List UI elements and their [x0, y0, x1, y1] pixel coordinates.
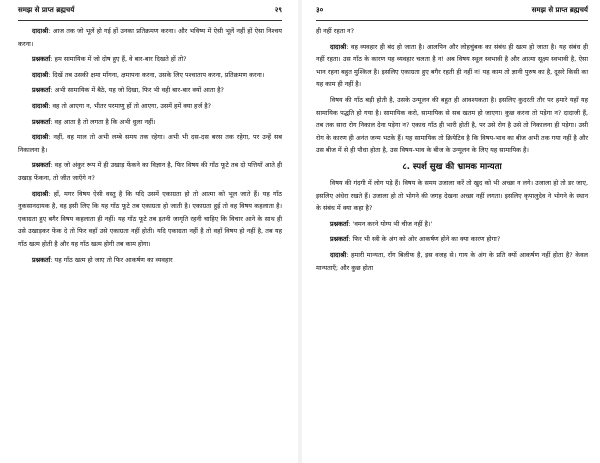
paragraph-text: : हाँ, मगर विषय ऐसी वस्तु है कि यदि उसमें एकाग्रता हो तो आत्मा को भूल जाते हैं। यह गाँठ नुकसानदायक है, वह इसी लिए कि यह गाँठ फूटे तब एकाग्रता हो जाती है। एकाग्रता हुई तो वह विषय कहलाता है। एकाग्रता हुए बगैर विषय कहलाता ही नहीं। यह गाँठ फूटे तब इतनी जागृति रहनी चाहिए कि विचार आने के साथ ही उसे उखाड़कर फेंक दे तो फिर वहाँ उसे एकाग्रता नहीं होती। यदि एकाग्रता नहीं है तो वहाँ विषय हो नहीं है, तब यह गाँठ खत्म होती है और यह गाँठ खत्म होगी तब काम होगा।	[18, 189, 282, 248]
paragraph-text: : वह व्यवहार ही बंद हो जाता है। आलपिन और लोहचुंबक का संबंध ही खत्म हो जाता है। यह संबंध ही नहीं रहता। उस गाँठ के कारण यह व्यवहार चलता है न! अब विषय स्थूल स्वभावी है और आत्मा सूक्ष्म स्वभावी है, ऐसा भान रहना बहुत मुश्किल है। इसलिए एकाग्रता हुए बगैर रहती ही नहीं न! यह काम तो ज्ञानी पुरुष का है, दूसरे किसी का यह काम ही नहीं है।	[316, 42, 588, 89]
speaker: प्रश्नकर्ता	[32, 255, 51, 264]
paragraph	[316, 249, 588, 274]
paragraph-text: : हमारी मान्यता, रॉंग बिलीफ है, इस वजह से। गाय के अंग के प्रति क्यों आकर्षण नहीं होता है? केवल मान्यताएँ; और कुछ होता	[316, 250, 588, 272]
page-number: ३०	[316, 6, 324, 14]
paragraph	[18, 25, 282, 50]
running-head: समझ से प्राप्त ब्रह्मचर्य	[18, 6, 75, 14]
paragraph-text: : फिर भी स्त्री के अंग को ओर आकर्षण होने का क्या कारण होगा?	[348, 235, 501, 244]
left-page-header	[18, 0, 282, 20]
paragraph-text: : दिखें तब उसकी क्षमा माँगना, क्षमापना करना, उसके लिए पश्चाताप करना, प्रतिक्रमण करना।	[48, 70, 265, 79]
speaker: दादाश्री	[32, 27, 49, 35]
paragraph	[18, 254, 282, 267]
paragraph-text: ही नहीं रहता न?	[316, 27, 354, 35]
paragraph-text: विषय की गंदगी में लोग पड़े हैं। विषय के समय उजाला करें तो खुद को भी अच्छा न लगे। उजाला हो तो डर जाए, इसलिए अंधेरा रखते हैं। उजाला हो तो भोगने की जगह देखना अच्छा नहीं लगता। इसलिए कृपालुदेव ने भोगने के स्थान के संबंध में क्या कहा है?	[316, 178, 588, 213]
paragraph	[316, 25, 588, 38]
right-page-body	[316, 25, 588, 274]
paragraph	[316, 41, 588, 91]
speaker: प्रश्नकर्ता	[330, 219, 349, 228]
paragraph	[316, 94, 588, 157]
header-rule	[316, 20, 588, 21]
page-number: २९	[274, 6, 282, 14]
left-page	[0, 0, 296, 463]
speaker: प्रश्नकर्ता	[32, 86, 51, 95]
paragraph-text: : यह गाँठ खत्म हो जाए तो फिर आकर्षण का व्यवहार	[50, 255, 173, 264]
paragraph	[18, 100, 282, 113]
speaker: प्रश्नकर्ता	[330, 235, 349, 244]
left-page-body	[18, 25, 282, 266]
paragraph-text: : आज तक जो भूलें हो गई हों उनका प्रतिक्रमण करना। और भविष्य में ऐसी भूलें नहीं हों ऐसा निश्चय करना।	[18, 27, 282, 48]
speaker: दादाश्री	[330, 250, 347, 259]
paragraph	[18, 69, 282, 82]
book-gutter	[298, 0, 302, 463]
section-heading: ८. स्पर्श सुख की भ्रामक मान्यता	[402, 161, 502, 172]
speaker: प्रश्नकर्ता	[32, 117, 51, 126]
speaker: दादाश्री	[32, 189, 49, 198]
right-page	[304, 0, 600, 463]
paragraph-text: : वह जो अंकुर रूप में ही उखाड़ फेंकने का विज्ञान है, फिर विषय की गाँठ फूटे तब दो पत्तियाँ आते ही उखाड़ फेंकना, तो जीत जाएँगे न?	[18, 161, 282, 182]
right-page-header	[316, 0, 588, 20]
speaker: दादाश्री	[330, 42, 347, 51]
paragraph	[18, 188, 282, 251]
paragraph-text: : 'वमन करने योग्य भी चीज नहीं है।'	[348, 219, 433, 228]
paragraph	[316, 177, 588, 215]
speaker: दादाश्री	[32, 101, 49, 110]
paragraph	[316, 218, 588, 231]
speaker: दादाश्री	[32, 70, 49, 79]
paragraph	[18, 53, 282, 66]
running-head: समझ से प्राप्त ब्रह्मचर्य	[531, 6, 588, 14]
speaker: प्रश्नकर्ता	[32, 161, 51, 170]
paragraph-text: : हम सामायिक में जो दोष हुए हैं, वे बार-बार दिखते हों तो?	[50, 55, 187, 64]
speaker: दादाश्री	[32, 133, 49, 142]
paragraph	[18, 116, 282, 129]
paragraph	[18, 131, 282, 156]
paragraph	[18, 84, 282, 97]
speaker: प्रश्नकर्ता	[32, 55, 51, 64]
header-rule	[18, 20, 282, 21]
paragraph-text: : अभी सामायिक में बैठे, यह जो दिखा, फिर भी वही बार-बार क्यों आता है?	[50, 86, 224, 95]
paragraph-text: विषय की गाँठ बड़ी होती है, उसके उन्मूलन की बहुत ही आवश्यकता है। इसलिए कुदरती तौर पर हमारे यहाँ यह सामायिक पद्धति हो गया है। सामायिक करो, सामायिक से सब खतम हो जाएगा। कुछ करना तो पड़ेगा न? दादाजी हैं, तब तक सारा रोग निकाल देना पड़ेगा न? एकाध गाँठ ही भारी होती है, पर उसे रोग है उसे तो निकालना ही पड़ेगा। उसी रोग के कारण ही अनंत जन्म भटके हैं। यह सामायिक तो क्रियेटिव है कि विषय-भाव का बीज अभी तक गया नहीं है और उस बीज में से ही पौधा होता है, उस विषय-भाव के बीज के उन्मूलन के लिए यह सामायिक है।	[316, 95, 588, 155]
paragraph-text: : वह तो आएगा न, भीतर परमाणु हों तो आएगा, उसमें हमें क्या हर्ज है?	[48, 101, 212, 110]
paragraph-text: : नहीं, वह माल तो अभी लम्बे समय तक रहेगा। अभी भी दस-दस बरस तक रहेगा, पर उन्हें सब निकालना है।	[18, 133, 282, 154]
paragraph	[316, 233, 588, 246]
paragraph	[18, 159, 282, 184]
paragraph-text: : वह आता है तो लगता है कि अभी धुला नहीं।	[50, 117, 156, 126]
